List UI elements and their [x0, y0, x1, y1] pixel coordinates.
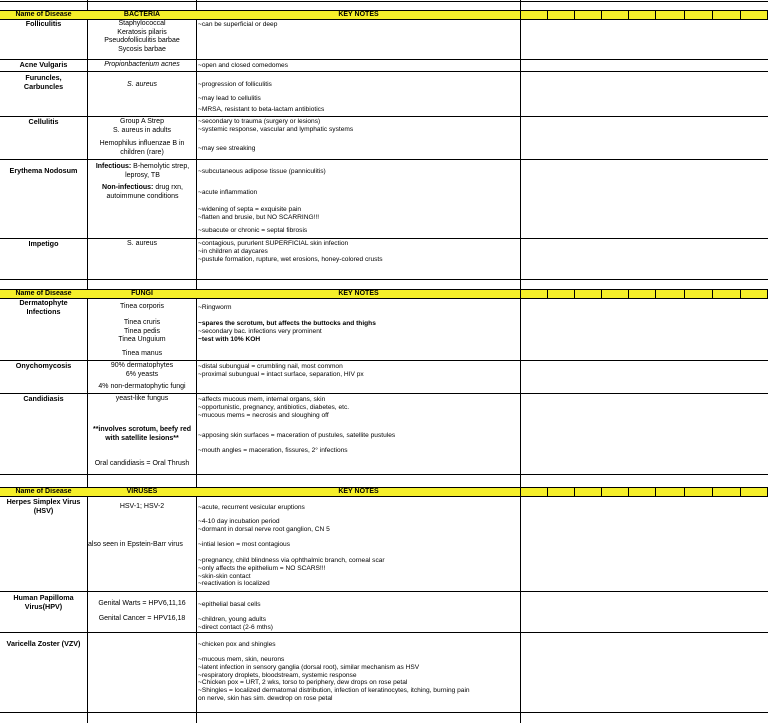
- agent: Oral candidiasis = Oral Thrush: [94, 460, 190, 467]
- grid-line: [0, 591, 768, 592]
- note: ~Chicken pox = URT, 2 wks, torso to periphery, dew drops on rose petal: [198, 679, 408, 687]
- agent-list: [88, 600, 196, 609]
- notes: [198, 118, 520, 134]
- note: ~children, young adults: [198, 616, 266, 623]
- note: ~in children at daycares: [198, 247, 268, 255]
- notes: [198, 106, 520, 114]
- agent: Tinea cruris: [123, 319, 161, 326]
- agent: Keratosis pilaris: [117, 28, 167, 36]
- notes-column-header: KEY NOTES: [338, 11, 379, 18]
- note: ~proximal subungual = intact surface, separation, HIV px: [198, 370, 364, 378]
- notes: [198, 168, 520, 176]
- agent: Genital Warts = HPV6,11,16: [98, 600, 186, 607]
- grid-line: [0, 474, 768, 475]
- note: ~contagious, pururlent SUPERFICIAL skin infection: [198, 240, 349, 247]
- agent: yeast-like fungus: [115, 395, 169, 402]
- agent-list: [88, 61, 196, 70]
- grid-line: [520, 0, 521, 723]
- notes: [198, 240, 520, 263]
- agent: S. aureus: [127, 240, 157, 247]
- agent-list: [88, 503, 196, 512]
- agent: **involves scrotum, beefy red with satellite lesions**: [92, 426, 192, 442]
- agent-list: [88, 319, 196, 345]
- grid-line: [0, 59, 768, 60]
- disease-name: Onychomycosis: [15, 361, 72, 370]
- agent: Group A Strep: [120, 118, 164, 125]
- agent-column-header: FUNGI: [131, 290, 153, 297]
- grid-line: [0, 360, 768, 361]
- notes: [198, 81, 520, 89]
- grid-line: [0, 712, 768, 713]
- note: ~apposing skin surfaces = maceration of pustules, satellite pustules: [198, 432, 396, 439]
- agent-text: B-hemolytic strep, leprosy, TB: [125, 163, 190, 179]
- notes: [198, 432, 520, 440]
- note: ~systemic response, vascular and lymphatic systems: [198, 125, 354, 133]
- agent-list: [88, 395, 196, 404]
- agent-list: [88, 303, 196, 312]
- notes: [198, 641, 520, 649]
- notes: [198, 396, 520, 419]
- disease-name: Cellulitis: [28, 117, 59, 126]
- section-header-bacteria: [0, 10, 768, 20]
- notes: [198, 447, 520, 455]
- agent: also seen in Epstein-Barr virus: [88, 541, 183, 548]
- disease-name: Erythema Nodosum: [9, 166, 78, 175]
- notes-column-header: KEY NOTES: [338, 488, 379, 495]
- note: ~mucous mem, skin, neurons: [198, 656, 285, 663]
- agent: S. aureus in adults: [113, 126, 171, 134]
- agent: Sycosis barbae: [118, 45, 166, 53]
- note: ~pregnancy, child blindness via ophthalmic branch, corneal scar: [198, 557, 385, 564]
- agent: Tinea corporis: [119, 303, 165, 310]
- grid-line: [196, 0, 197, 723]
- agent-list: [88, 362, 196, 392]
- note: ~mouth angles = maceration, fissures, 2° infections: [198, 447, 348, 454]
- disease-name: Varicella Zoster (VZV): [6, 639, 81, 648]
- note: ~subacute or chronic = septal fibrosis: [198, 227, 308, 234]
- disease-column-header: Name of Disease: [15, 11, 72, 18]
- note: ~Ringworm: [198, 304, 232, 311]
- disease-name: Herpes Simplex Virus (HSV): [6, 497, 81, 515]
- disease-name: Human Papilloma Virus(HPV): [13, 593, 74, 611]
- note: ~chicken pox and shingles: [198, 641, 276, 648]
- note: ~acute inflammation: [198, 189, 258, 196]
- note: ~open and closed comedomes: [198, 62, 288, 69]
- note: ~only affects the epithelium = NO SCARS!!!: [198, 564, 326, 572]
- note: ~secondary to trauma (surgery or lesions): [198, 118, 321, 125]
- disease-name: Furuncles, Carbuncles: [23, 73, 64, 91]
- note: ~MRSA, resistant to beta-lactam antibiotics: [198, 106, 325, 113]
- notes: [198, 304, 520, 312]
- agent-list: [89, 184, 196, 201]
- agent-list: [88, 350, 196, 359]
- notes: [198, 363, 520, 379]
- agent: Propionbacterium acnes: [104, 61, 180, 68]
- grid-line: [0, 1, 768, 2]
- grid-line: [0, 393, 768, 394]
- agent-list: [88, 20, 196, 54]
- notes: [198, 227, 520, 235]
- agent-label: Non-infectious:: [102, 184, 154, 191]
- note: ~reactivation is localized: [198, 580, 270, 588]
- notes: [198, 504, 520, 512]
- agent-list: [89, 163, 196, 180]
- note: ~respiratory droplets, bloodstream, systemic response: [198, 671, 357, 679]
- agent: Hemophilus influenzae B in children (rare): [99, 140, 185, 156]
- note: ~opportunistic, pregnancy, antibiotics, diabetes, etc.: [198, 403, 350, 411]
- agent-list: [88, 118, 196, 135]
- agent-list: [90, 426, 194, 443]
- agent-list: [88, 615, 196, 624]
- disease-name: Impetigo: [28, 239, 59, 248]
- note: ~progression of folliculitis: [198, 81, 272, 88]
- section-header-viruses: [0, 487, 768, 497]
- disease-column-header: Name of Disease: [15, 488, 72, 495]
- note: ~test with 10% KOH: [198, 335, 261, 343]
- grid-line: [0, 279, 768, 280]
- notes: [198, 518, 520, 534]
- disease-column-header: Name of Disease: [15, 290, 72, 297]
- note: ~subcutaneous adipose tissue (panniculitis): [198, 168, 326, 175]
- notes: [198, 145, 520, 153]
- note: ~mucous mems = necrosis and sloughing off: [198, 411, 329, 419]
- agent: 6% yeasts: [125, 370, 159, 378]
- notes: [198, 320, 520, 343]
- grid-line: [0, 238, 768, 239]
- disease-name: Folliculitis: [25, 19, 62, 28]
- agent: Genital Cancer = HPV16,18: [98, 615, 186, 622]
- note: ~can be superficial or deep: [198, 21, 278, 28]
- note: ~4-10 day incubation period: [198, 518, 280, 525]
- note: ~spares the scrotum, but affects the buttocks and thighs: [198, 320, 376, 327]
- notes: [198, 557, 520, 588]
- disease-name: Candidiasis: [23, 394, 64, 403]
- agent-list: [88, 460, 196, 469]
- agent-list: [88, 541, 200, 550]
- notes: [198, 656, 520, 703]
- note: ~Shingles = localized dermatomal distribution, infection of keratinocytes, itching, burning pain: [198, 687, 470, 695]
- notes: [198, 62, 520, 70]
- agent: Tinea manus: [121, 350, 163, 357]
- grid-line: [0, 632, 768, 633]
- agent: [89, 163, 196, 180]
- note: ~direct contact (2-6 mths): [198, 623, 273, 631]
- note: ~distal subungual = crumbling nail, most common: [198, 363, 343, 370]
- notes: [198, 206, 520, 222]
- note: ~secondary bac. infections very prominent: [198, 327, 322, 335]
- notes: [198, 95, 520, 103]
- agent-list: [90, 140, 194, 157]
- note: ~flatten and brusie, but NO SCARRING!!!: [198, 213, 320, 221]
- agent: Pseudofolliculitis barbae: [104, 37, 180, 44]
- notes: [198, 601, 520, 609]
- note: ~intial lesion = most contagious: [198, 541, 291, 548]
- agent-label: Infectious:: [95, 163, 132, 170]
- note: ~epithelial basal cells: [198, 601, 261, 608]
- section-header-fungi: [0, 289, 768, 299]
- agent: Tinea Unguium: [118, 336, 166, 343]
- note: ~acute, recurrent vesicular eruptions: [198, 504, 305, 511]
- notes: [198, 189, 520, 197]
- notes: [198, 21, 520, 29]
- note: ~dormant in dorsal nerve root ganglion, CN 5: [198, 525, 330, 533]
- agent: [89, 184, 196, 201]
- agent-list: [88, 81, 196, 90]
- notes-column-header: KEY NOTES: [338, 290, 379, 297]
- note: on nerve, skin has sim. dewdrop on rose petal: [198, 694, 333, 702]
- agent: HSV-1; HSV-2: [119, 503, 165, 510]
- note: ~latent infection in sensory ganglia (dorsal root), similar mechanism as HSV: [198, 663, 420, 671]
- agent-column-header: VIRUSES: [126, 488, 158, 495]
- grid-line: [0, 71, 768, 72]
- agent-text: drug rxn, autoimmune conditions: [106, 184, 183, 200]
- grid-line: [0, 116, 768, 117]
- agent-column-header: BACTERIA: [123, 11, 161, 18]
- disease-name: Dermatophyte Infections: [19, 298, 68, 316]
- agent-list: [88, 240, 196, 249]
- agent: 4% non-dermatophytic fungi: [98, 383, 186, 390]
- grid-line: [0, 159, 768, 160]
- disease-name: Acne Vulgaris: [19, 60, 68, 69]
- agent: 90% dermatophytes: [110, 362, 174, 369]
- agent: S. aureus: [127, 81, 157, 88]
- notes: [198, 616, 520, 632]
- agent: Staphylococcal: [118, 20, 166, 27]
- note: ~affects mucous mem, internal organs, skin: [198, 396, 326, 403]
- note: ~widening of septa = exquisite pain: [198, 206, 302, 213]
- notes: [198, 541, 520, 549]
- note: ~pustule formation, rupture, wet erosions, honey-colored crusts: [198, 255, 383, 263]
- note: ~may see streaking: [198, 145, 256, 152]
- note: ~skin-skin contact: [198, 572, 251, 580]
- agent: Tinea pedis: [124, 327, 160, 335]
- note: ~may lead to cellulitis: [198, 95, 261, 102]
